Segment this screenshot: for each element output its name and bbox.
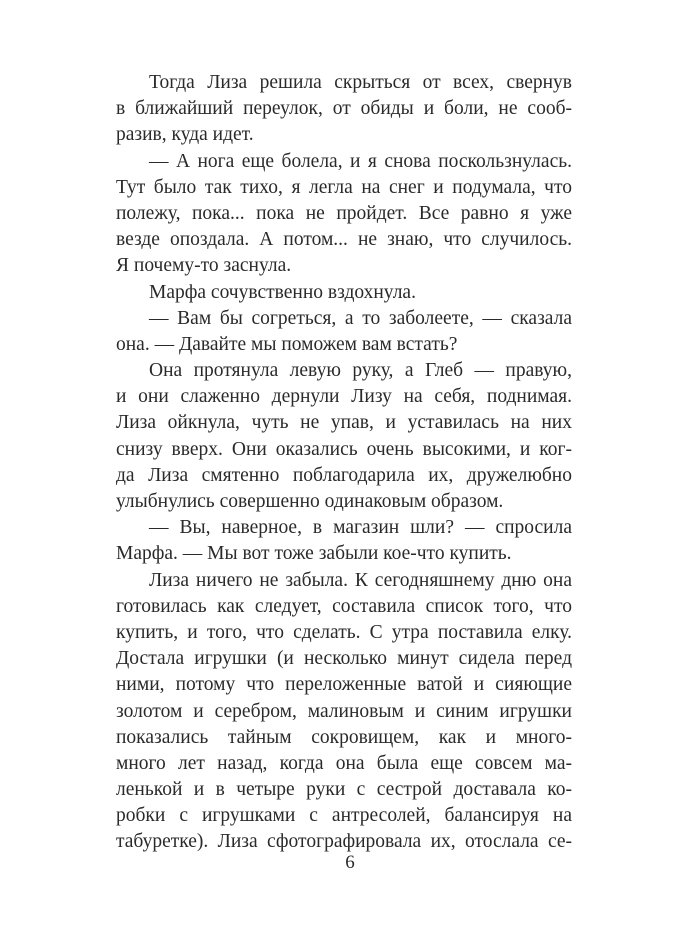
text-line: — Вы, наверное, в магазин шли? — спросила <box>149 517 572 539</box>
text-line: показались тайным сокровищем, как и много- <box>116 726 572 748</box>
text-line: готовилась как следует, составила список того, что <box>116 595 572 617</box>
page-number: 6 <box>345 852 355 873</box>
text-line: золотом и серебром, малиновым и синим игрушки <box>116 700 572 722</box>
text-line: везде опоздала. А потом... не знаю, что случилось. <box>116 229 572 251</box>
text-line: и они слаженно дернули Лизу на себя, поднимая. <box>116 386 572 408</box>
text-line: ними, потому что переложенные ватой и сияющие <box>116 674 572 696</box>
text-line: — Вам бы согреться, а то заболеете, — сказала <box>149 307 572 329</box>
text-line: улыбнулись совершенно одинаковым образом. <box>116 491 504 512</box>
text-line: да Лиза смятенно поблагодарила их, дружелюбно <box>116 464 572 486</box>
text-line: Лиза ойкнула, чуть не упав, и уставилась на них <box>116 412 572 434</box>
text-line: Я почему-то заснула. <box>116 255 292 277</box>
body-text <box>116 70 572 856</box>
text-line: в ближайший переулок, от обиды и боли, не сооб- <box>116 98 572 120</box>
text-line: Тут было так тихо, я легла на снег и подумала, что <box>116 176 572 198</box>
text-line: Достала игрушки (и несколько минут сидела перед <box>116 648 572 670</box>
text-line: робки с игрушками с антресолей, балансируя на <box>116 805 572 827</box>
text-line: Лиза ничего не забыла. К сегодняшнему дню она <box>149 569 572 591</box>
text-line: Она протянула левую руку, а Глеб — правую, <box>149 360 572 382</box>
text-line: снизу вверх. Они оказались очень высокими, и ког- <box>116 438 572 460</box>
text-line: купить, и того, что сделать. С утра поставила елку. <box>116 621 572 643</box>
text-line: ленькой и в четыре руки с сестрой доставала ко- <box>116 779 572 801</box>
text-line: Марфа. — Мы вот тоже забыли кое-что купить. <box>116 543 512 565</box>
text-line: — А нога еще болела, и я снова поскользнулась. <box>149 150 572 172</box>
text-line: она. — Давайте мы поможем вам встать? <box>116 333 458 355</box>
text-line: Марфа сочувственно вздохнула. <box>149 281 416 303</box>
text-line: много лет назад, когда она была еще совсем ма- <box>116 752 572 774</box>
text-line: табуретке). Лиза сфотографировала их, отослала се- <box>116 831 572 853</box>
text-line: разив, куда идет. <box>116 124 254 146</box>
text-line: полежу, пока... пока не пройдет. Все равно я уже <box>116 202 572 224</box>
text-line: Тогда Лиза решила скрыться от всех, свернув <box>149 72 572 93</box>
